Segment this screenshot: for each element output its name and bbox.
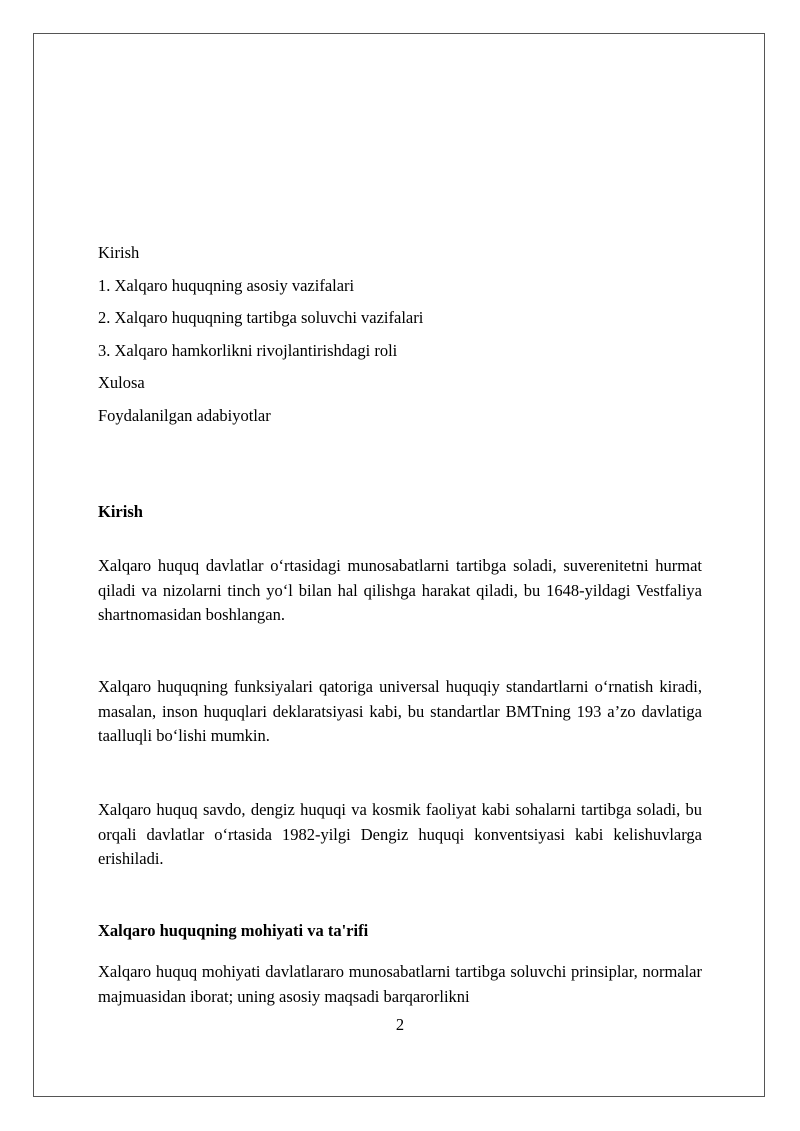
toc-item-2: 2. Xalqaro huquqning tartibga soluvchi vazifalari [98,308,424,327]
toc-item-references: Foydalanilgan adabiyotlar [98,406,271,425]
intro-heading: Kirish [98,502,143,521]
toc-item-conclusion: Xulosa [98,373,145,392]
toc-item-intro: Kirish [98,243,140,262]
section-heading: Xalqaro huquqning mohiyati va ta'rifi [98,921,369,940]
intro-paragraph-2: Xalqaro huquqning funksiyalari qatoriga universal huquqiy standartlarni o‘rnatish kiradi, masalan, inson huquqlari deklaratsiyasi kabi, bu standartlar BMTning 193 a’zo davlatiga taalluqli bo‘lishi mumkin. [98,677,702,745]
toc-item-1: 1. Xalqaro huquqning asosiy vazifalari [98,276,355,295]
section-paragraph: Xalqaro huquq mohiyati davlatlararo munosabatlarni tartibga soluvchi prinsiplar, normalar majmuasidan iborat; uning asosiy maqsadi barqarorlikni [98,962,702,1006]
intro-paragraph-1: Xalqaro huquq davlatlar o‘rtasidagi munosabatlarni tartibga soladi, suverenitetni hurmat qiladi va nizolarni tinch yo‘l bilan hal qilishga harakat qiladi, bu 1648-yildagi Vestfaliya shartnomasidan boshlangan. [98,556,702,624]
toc-item-3: 3. Xalqaro hamkorlikni rivojlantirishdagi roli [98,341,398,360]
page-number: 2 [395,1015,405,1034]
document-page [33,33,765,1097]
intro-paragraph-3: Xalqaro huquq savdo, dengiz huquqi va kosmik faoliyat kabi sohalarni tartibga soladi, bu orqali davlatlar o‘rtasida 1982-yilgi Dengiz huquqi konventsiyasi kabi kelishuvlarga erishiladi. [98,800,702,868]
